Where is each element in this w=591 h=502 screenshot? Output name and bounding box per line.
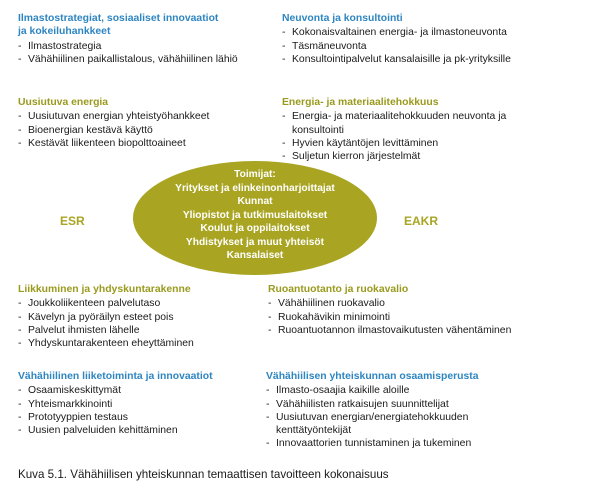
list-item: - Hyvien käytäntöjen levittäminen: [282, 137, 567, 150]
list-item: - Palvelut ihmisten lähelle: [18, 324, 268, 337]
list-item: - Innovaattorien tunnistaminen ja tukeminen: [266, 437, 566, 450]
list-item: - Konsultointipalvelut kansalaisille ja pk-yrityksille: [282, 53, 582, 66]
actor-item: Kansalaiset: [226, 250, 284, 261]
list-item: - Uusien palveluiden kehittäminen: [18, 424, 268, 437]
list-item: - Joukkoliikenteen palvelutaso: [18, 297, 268, 310]
actor-item: Yritykset ja elinkeinonharjoittajat: [175, 182, 335, 194]
theme-heading: Ruoantuotanto ja ruokavalio: [268, 284, 409, 295]
list-item: - Vähähiilinen ruokavalio: [268, 297, 568, 310]
list-item: - Uusiutuvan energian/energiatehokkuuden kenttätyöntekijät: [266, 411, 566, 438]
list-item: - Uusiutuvan energian yhteistyöhankkeet: [18, 110, 268, 123]
theme-energy-efficiency: [282, 96, 567, 163]
theme-food: [268, 283, 568, 337]
theme-heading: Energia- ja materiaalitehokkuus: [282, 97, 439, 108]
theme-heading: Neuvonta ja konsultointi: [282, 13, 403, 24]
list-item: - Vähähiilinen paikallistalous, vähähiilinen lähiö: [18, 53, 268, 66]
figure-caption: Kuva 5.1. Vähähiilisen yhteiskunnan temaattisen tavoitteen kokonaisuus: [18, 468, 389, 481]
list-item: - Suljetun kierron järjestelmät: [282, 150, 567, 163]
theme-advisory: [282, 12, 582, 66]
list-item: - Yhteismarkkinointi: [18, 398, 268, 411]
list-item: - Kävelyn ja pyöräilyn esteet pois: [18, 311, 268, 324]
eakr-label: EAKR: [404, 214, 439, 228]
actors-list: [133, 168, 377, 263]
theme-renewable-energy: [18, 96, 268, 150]
actor-item: Kunnat: [237, 196, 273, 207]
list-item: - Vähähiilisten ratkaisujen suunnittelijat: [266, 398, 566, 411]
list-item: - Täsmäneuvonta: [282, 40, 582, 53]
actor-item: Yhdistykset ja muut yhteisöt: [185, 236, 325, 248]
theme-heading: Vähähiilisen yhteiskunnan osaamisperusta: [266, 371, 479, 382]
list-item: - Bioenergian kestävä käyttö: [18, 124, 268, 137]
list-item: - Prototyyppien testaus: [18, 411, 268, 424]
list-item: - Ruokahävikin minimointi: [268, 311, 568, 324]
theme-heading: Uusiutuva energia: [18, 97, 109, 108]
theme-business: [18, 370, 268, 437]
theme-heading: Ilmastostrategiat, sosiaaliset innovaatiot ja kokeiluhankkeet: [18, 13, 219, 38]
actor-item: Yliopistot ja tutkimuslaitokset: [182, 209, 328, 221]
list-item: - Ilmasto-osaajia kaikille aloille: [266, 384, 566, 397]
list-item: - Yhdyskuntarakenteen eheyttäminen: [18, 337, 268, 350]
list-item: - Energia- ja materiaalitehokkuuden neuvonta ja konsultointi: [282, 110, 567, 137]
list-item: - Osaamiskeskittymät: [18, 384, 268, 397]
actor-item: Koulut ja oppilaitokset: [200, 223, 310, 234]
list-item: - Ilmastostrategia: [18, 40, 268, 53]
theme-competence: [266, 370, 566, 451]
theme-climate-strategies: [18, 12, 268, 66]
theme-heading: Liikkuminen ja yhdyskuntarakenne: [18, 284, 191, 295]
list-item: - Kestävät liikenteen biopolttoaineet: [18, 137, 268, 150]
esr-label: ESR: [60, 214, 85, 228]
list-item: - Ruoantuotannon ilmastovaikutusten vähentäminen: [268, 324, 568, 337]
list-item: - Kokonaisvaltainen energia- ja ilmastoneuvonta: [282, 26, 582, 39]
theme-heading: Vähähiilinen liiketoiminta ja innovaatiot: [18, 371, 213, 382]
actors-title: Toimijat:: [234, 169, 276, 180]
theme-mobility: [18, 283, 268, 350]
